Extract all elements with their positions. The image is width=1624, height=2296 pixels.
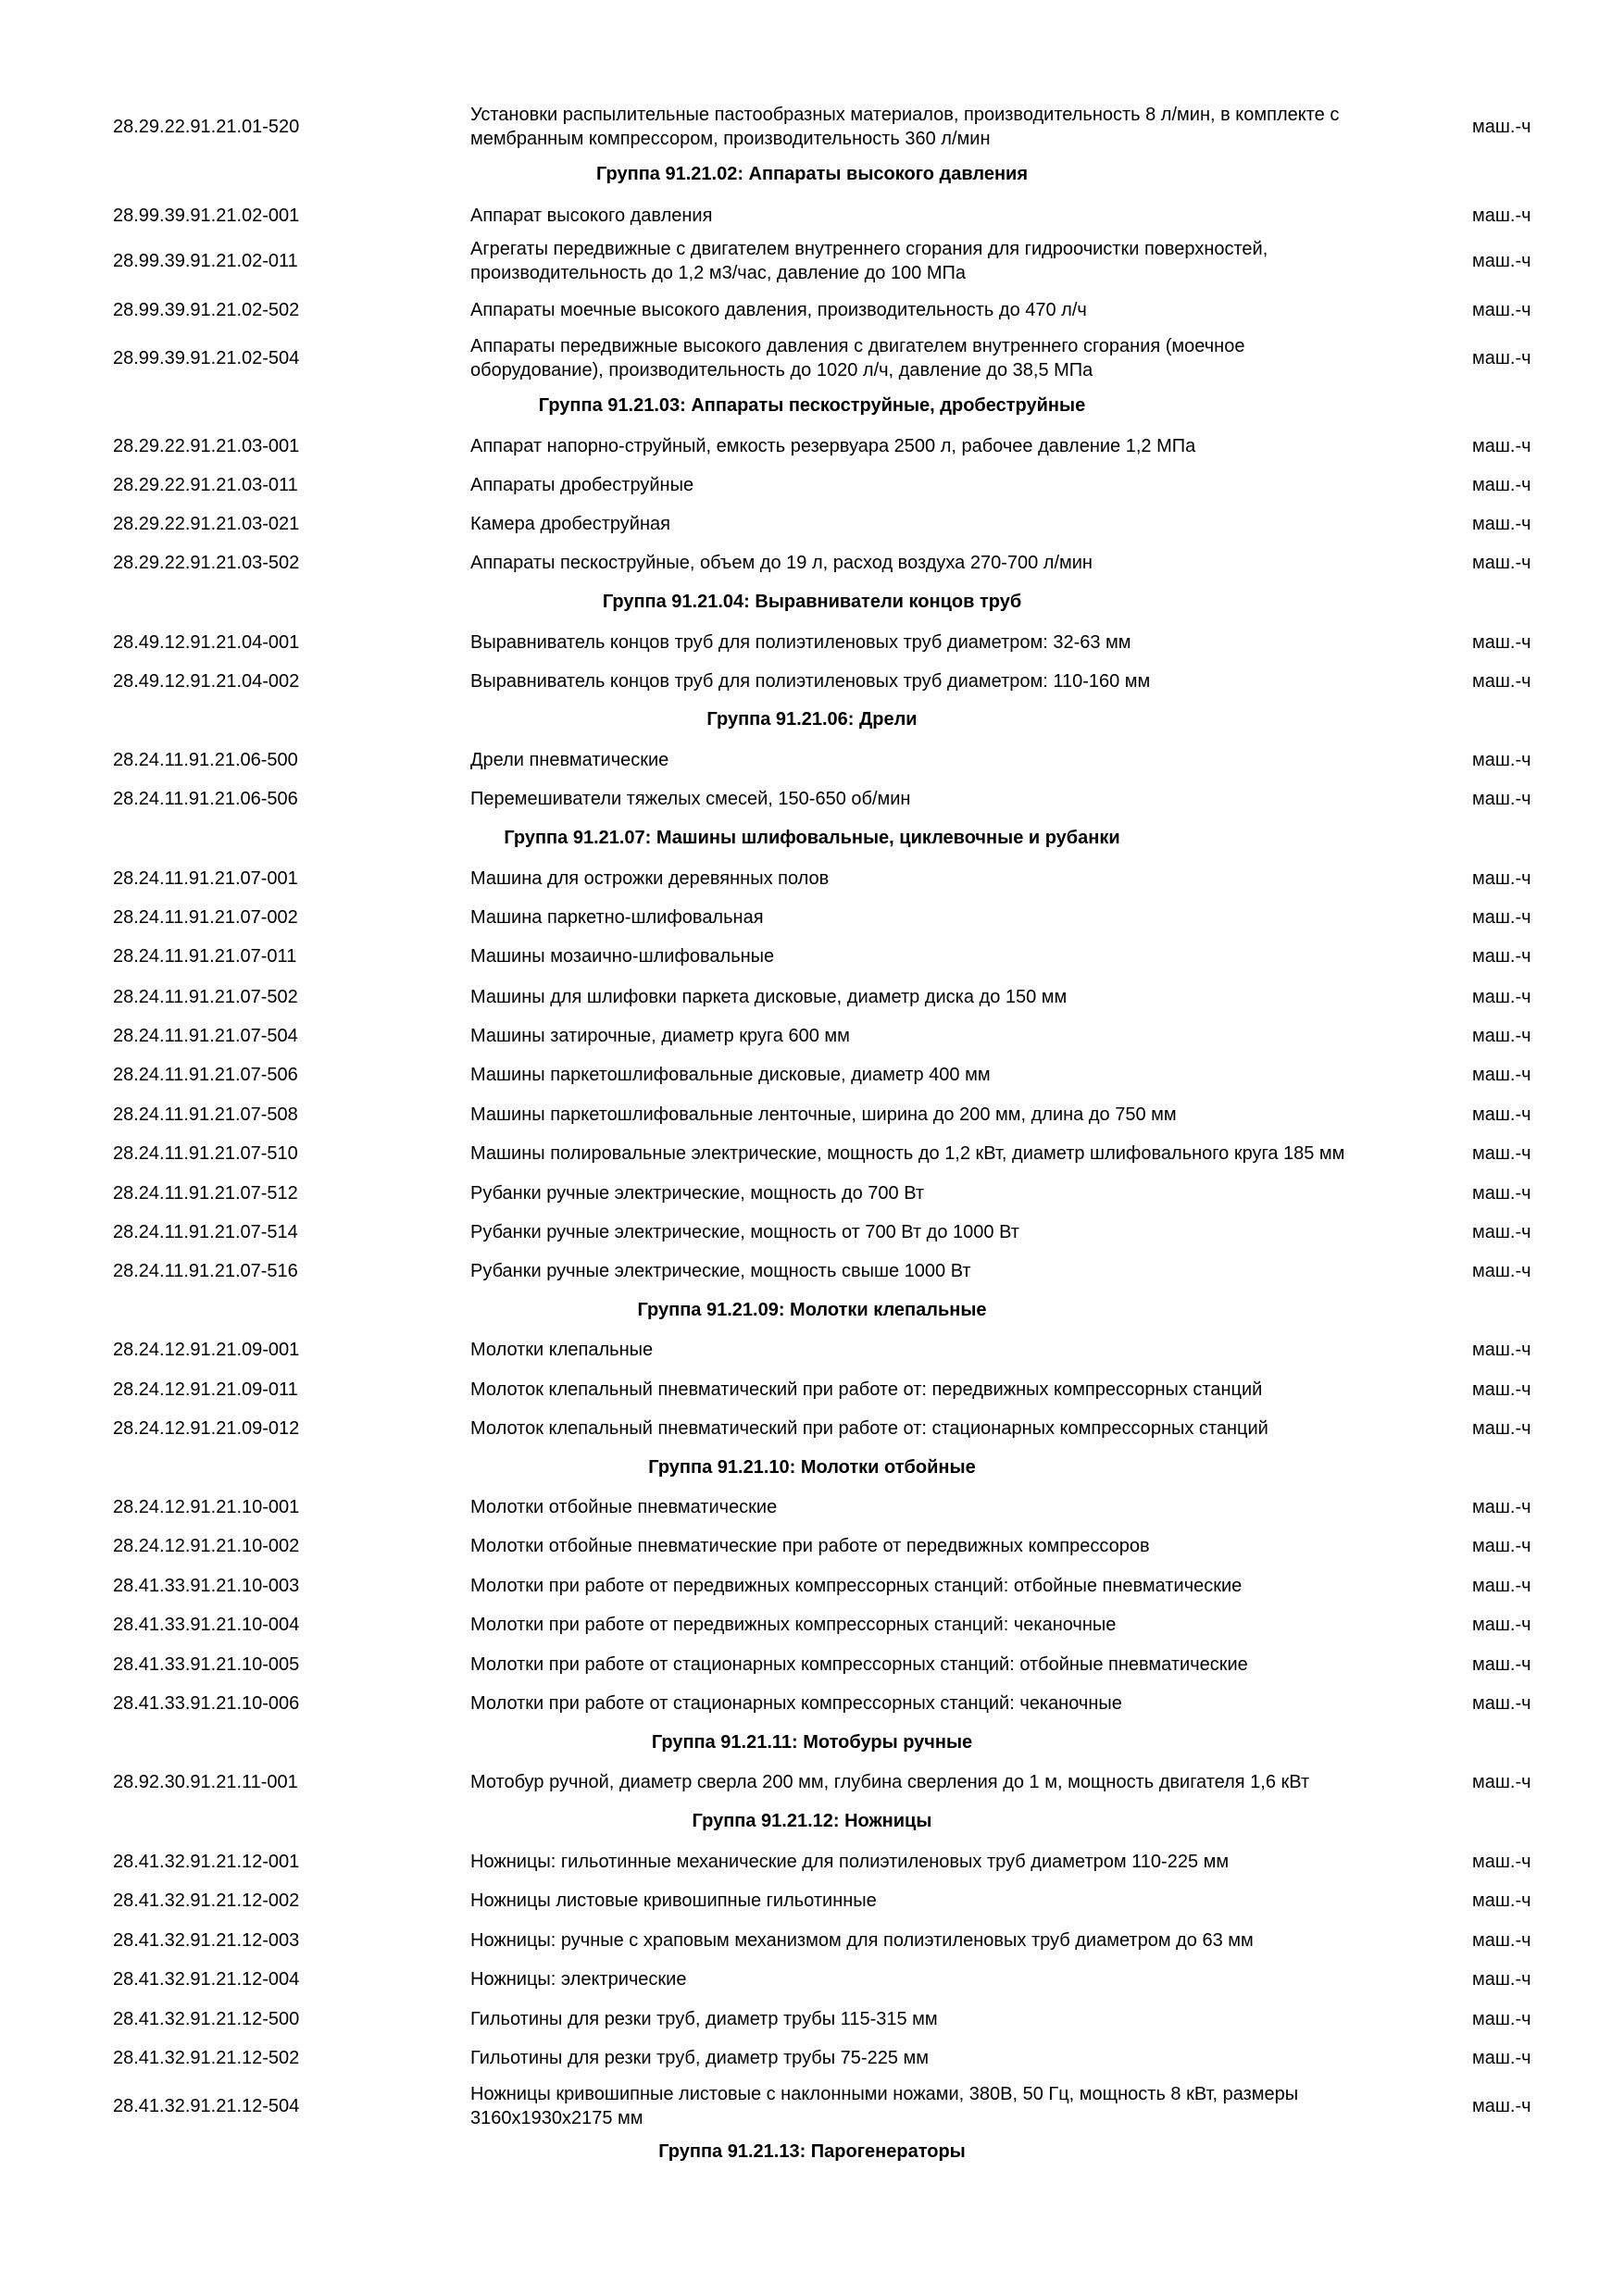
resource-name (470, 1259, 1433, 1284)
resource-name (470, 1416, 1433, 1441)
unit-of-measure: маш.-ч (1472, 2047, 1531, 2068)
unit-of-measure: маш.-ч (1472, 749, 1531, 770)
table-row (0, 1181, 1624, 1206)
unit-of-measure: маш.-ч (1472, 513, 1531, 534)
resource-name (470, 1142, 1433, 1167)
table-row (0, 1967, 1624, 1992)
resource-name-line: производительность до 1,2 м3/час, давление до 100 МПа (470, 263, 967, 283)
unit-of-measure: маш.-ч (1472, 205, 1531, 226)
resource-name-line: Аппараты дробеструйные (470, 474, 694, 495)
group-heading: Группа 91.21.03: Аппараты пескоструйные, дробеструйные (538, 395, 1086, 416)
resource-name (470, 1024, 1433, 1049)
table-row (0, 1928, 1624, 1953)
resource-name (470, 1889, 1433, 1914)
resource-code: 28.41.32.91.21.12-504 (113, 2095, 300, 2116)
unit-of-measure: маш.-ч (1472, 1221, 1531, 1242)
resource-name (470, 1967, 1433, 1992)
resource-name-line: Молотки при работе от передвижных компрессорных станций: отбойные пневматические (470, 1575, 1243, 1596)
unit-of-measure: маш.-ч (1472, 250, 1531, 271)
resource-code: 28.24.11.91.21.07-001 (113, 867, 298, 889)
resource-code: 28.41.33.91.21.10-004 (113, 1614, 300, 1635)
resource-name-line: Гильотины для резки труб, диаметр трубы 115-315 мм (470, 2008, 938, 2029)
resource-name-line: Дрели пневматические (470, 749, 669, 770)
resource-name-line: Машина для острожки деревянных полов (470, 867, 830, 889)
resource-name (470, 1691, 1433, 1716)
table-row (0, 1495, 1624, 1520)
resource-name (470, 2007, 1433, 2032)
unit-of-measure: маш.-ч (1472, 1890, 1531, 1911)
resource-name (470, 237, 1433, 285)
resource-name-line: Агрегаты передвижные с двигателем внутреннего сгорания для гидроочистки поверхностей, (470, 239, 1268, 259)
table-row (0, 2046, 1624, 2071)
resource-code: 28.24.11.91.21.06-500 (113, 749, 298, 770)
group-heading: Группа 91.21.02: Аппараты высокого давления (595, 164, 1029, 184)
unit-of-measure: маш.-ч (1472, 670, 1531, 692)
resource-code: 28.24.12.91.21.09-011 (113, 1379, 298, 1400)
resource-code: 28.29.22.91.21.03-011 (113, 474, 298, 495)
resource-name (470, 1574, 1433, 1599)
table-row (0, 1416, 1624, 1441)
resource-name-line: Камера дробеструйная (470, 513, 670, 534)
unit-of-measure: маш.-ч (1472, 1535, 1531, 1556)
resource-name-line: Молотки отбойные пневматические (470, 1496, 778, 1517)
table-row (0, 1691, 1624, 1716)
resource-name-line: Молотки при работе от стационарных компрессорных станций: отбойные пневматические (470, 1653, 1248, 1675)
resource-code: 28.24.12.91.21.09-001 (113, 1339, 300, 1360)
resource-code: 28.24.11.91.21.07-011 (113, 945, 297, 967)
resource-name (470, 334, 1433, 382)
resource-name (470, 1063, 1433, 1088)
unit-of-measure: маш.-ч (1472, 1968, 1531, 1990)
unit-of-measure: маш.-ч (1472, 1417, 1531, 1439)
resource-name-line: Машины полировальные электрические, мощность до 1,2 кВт, диаметр шлифовального круга 185 мм (470, 1142, 1345, 1164)
table-row (0, 1338, 1624, 1363)
resource-code: 28.92.30.91.21.11-001 (113, 1771, 298, 1792)
resource-name-line: Мотобур ручной, диаметр сверла 200 мм, глубина сверления до 1 м, мощность двигателя 1,6 кВт (470, 1771, 1310, 1792)
unit-of-measure: маш.-ч (1472, 435, 1531, 456)
resource-code: 28.24.11.91.21.07-510 (113, 1142, 298, 1164)
resource-name (470, 2046, 1433, 2071)
resource-code: 28.29.22.91.21.03-021 (113, 513, 300, 534)
resource-name-line: Аппарат напорно-струйный, емкость резервуара 2500 л, рабочее давление 1,2 МПа (470, 435, 1196, 456)
resource-name (470, 1534, 1433, 1559)
unit-of-measure: маш.-ч (1472, 788, 1531, 809)
group-heading: Группа 91.21.12: Ножницы (692, 1811, 932, 1831)
resource-name-line: Аппараты моечные высокого давления, производительность до 470 л/ч (470, 299, 1087, 320)
resource-name-line: мембранным компрессором, производительность 360 л/мин (470, 129, 991, 149)
resource-name-line: Машины затирочные, диаметр круга 600 мм (470, 1025, 850, 1046)
resource-name-line: Машины для шлифовки паркета дисковые, диаметр диска до 150 мм (470, 986, 1068, 1007)
resource-name (470, 867, 1433, 892)
table-row (0, 867, 1624, 892)
unit-of-measure: маш.-ч (1472, 347, 1531, 368)
table-row (0, 669, 1624, 694)
table-row (0, 2082, 1624, 2130)
resource-code: 28.99.39.91.21.02-011 (113, 250, 298, 271)
resource-code: 28.41.32.91.21.12-002 (113, 1890, 300, 1911)
group-heading: Группа 91.21.11: Мотобуры ручные (651, 1732, 973, 1753)
group-heading: Группа 91.21.09: Молотки клепальные (637, 1300, 987, 1320)
unit-of-measure: маш.-ч (1472, 867, 1531, 889)
table-row (0, 905, 1624, 930)
unit-of-measure: маш.-ч (1472, 1339, 1531, 1360)
unit-of-measure: маш.-ч (1472, 1104, 1531, 1125)
resource-name-line: Выравниватель концов труб для полиэтиленовых труб диаметром: 110-160 мм (470, 670, 1151, 692)
resource-name (470, 298, 1433, 323)
resource-name (470, 1103, 1433, 1128)
unit-of-measure: маш.-ч (1472, 474, 1531, 495)
unit-of-measure: маш.-ч (1472, 2008, 1531, 2029)
resource-name-line: Ножницы: электрические (470, 1968, 687, 1990)
resource-name (470, 512, 1433, 537)
resource-name-line: Выравниватель концов труб для полиэтиленовых труб диаметром: 32-63 мм (470, 631, 1131, 653)
resource-name (470, 748, 1433, 773)
resource-code: 28.24.11.91.21.07-508 (113, 1104, 298, 1125)
unit-of-measure: маш.-ч (1472, 1771, 1531, 1792)
group-heading: Группа 91.21.04: Выравниватели концов труб (602, 592, 1022, 612)
resource-name (470, 1613, 1433, 1638)
table-row (0, 1889, 1624, 1914)
resource-name-line: Машины паркетошлифовальные дисковые, диаметр 400 мм (470, 1064, 991, 1085)
resource-name (470, 473, 1433, 498)
resource-code: 28.29.22.91.21.03-001 (113, 435, 300, 456)
resource-name (470, 1181, 1433, 1206)
resource-code: 28.99.39.91.21.02-001 (113, 205, 300, 226)
table-row (0, 434, 1624, 459)
resource-name (470, 985, 1433, 1010)
resource-name (470, 669, 1433, 694)
resource-name-line: Ножницы: гильотинные механические для полиэтиленовых труб диаметром 110-225 мм (470, 1851, 1230, 1872)
group-heading: Группа 91.21.07: Машины шлифовальные, циклевочные и рубанки (504, 828, 1120, 848)
resource-name-line: Молоток клепальный пневматический при работе от: стационарных компрессорных станций (470, 1417, 1268, 1439)
table-row (0, 1770, 1624, 1795)
resource-name-line: Аппараты пескоструйные, объем до 19 л, расход воздуха 270-700 л/мин (470, 552, 1093, 573)
resource-code: 28.41.32.91.21.12-502 (113, 2047, 300, 2068)
resource-code: 28.24.11.91.21.07-514 (113, 1221, 298, 1242)
resource-name-line: Установки распылительные пастообразных материалов, производительность 8 л/мин, в комплекте с (470, 105, 1340, 125)
table-row (0, 1613, 1624, 1638)
resource-name (470, 1770, 1433, 1795)
resource-name-line: Молотки при работе от передвижных компрессорных станций: чеканочные (470, 1614, 1117, 1635)
table-row (0, 551, 1624, 576)
table-row (0, 1142, 1624, 1167)
unit-of-measure: маш.-ч (1472, 1692, 1531, 1714)
resource-name (470, 1378, 1433, 1403)
resource-name-line: Молотки клепальные (470, 1339, 654, 1360)
resource-code: 28.24.11.91.21.07-506 (113, 1064, 298, 1085)
resource-code: 28.49.12.91.21.04-001 (113, 631, 300, 653)
table-row (0, 334, 1624, 382)
table-row (0, 298, 1624, 323)
resource-name-line: Рубанки ручные электрические, мощность от 700 Вт до 1000 Вт (470, 1221, 1019, 1242)
table-row (0, 473, 1624, 498)
unit-of-measure: маш.-ч (1472, 1653, 1531, 1675)
unit-of-measure: маш.-ч (1472, 1182, 1531, 1204)
resource-name-line: Машина паркетно-шлифовальная (470, 906, 764, 928)
resource-name-line: 3160х1930х2175 мм (470, 2108, 643, 2128)
table-row (0, 512, 1624, 537)
table-row (0, 748, 1624, 773)
unit-of-measure: маш.-ч (1472, 1260, 1531, 1281)
unit-of-measure: маш.-ч (1472, 631, 1531, 653)
resource-name-line: Рубанки ручные электрические, мощность свыше 1000 Вт (470, 1260, 971, 1281)
unit-of-measure: маш.-ч (1472, 1575, 1531, 1596)
resource-name (470, 1850, 1433, 1875)
table-row (0, 787, 1624, 812)
unit-of-measure: маш.-ч (1472, 1142, 1531, 1164)
unit-of-measure: маш.-ч (1472, 1929, 1531, 1951)
resource-name (470, 1220, 1433, 1245)
table-row (0, 1063, 1624, 1088)
unit-of-measure: маш.-ч (1472, 906, 1531, 928)
table-row (0, 1103, 1624, 1128)
resource-name-line: Ножницы кривошипные листовые с наклонными ножами, 380В, 50 Гц, мощность 8 кВт, размеры (470, 2084, 1299, 2104)
unit-of-measure: маш.-ч (1472, 1851, 1531, 1872)
unit-of-measure: маш.-ч (1472, 1496, 1531, 1517)
resource-name (470, 944, 1433, 969)
table-row (0, 1850, 1624, 1875)
resource-code: 28.41.33.91.21.10-006 (113, 1692, 300, 1714)
resource-name-line: Рубанки ручные электрические, мощность до 700 Вт (470, 1182, 925, 1204)
unit-of-measure: маш.-ч (1472, 1025, 1531, 1046)
resource-code: 28.41.33.91.21.10-003 (113, 1575, 300, 1596)
resource-name (470, 2082, 1433, 2130)
resource-code: 28.41.32.91.21.12-500 (113, 2008, 300, 2029)
table-row (0, 1220, 1624, 1245)
resource-name (470, 1653, 1433, 1678)
resource-code: 28.24.11.91.21.06-506 (113, 788, 298, 809)
table-row (0, 630, 1624, 655)
resource-name-line: Аппараты передвижные высокого давления с двигателем внутреннего сгорания (моечное (470, 336, 1245, 356)
resource-code: 28.41.32.91.21.12-001 (113, 1851, 300, 1872)
resource-name-line: Гильотины для резки труб, диаметр трубы 75-225 мм (470, 2047, 930, 2068)
unit-of-measure: маш.-ч (1472, 299, 1531, 320)
resource-code: 28.24.11.91.21.07-002 (113, 906, 298, 928)
resource-name-line: Аппарат высокого давления (470, 205, 713, 226)
resource-code: 28.49.12.91.21.04-002 (113, 670, 300, 692)
resource-name-line: Ножницы листовые кривошипные гильотинные (470, 1890, 877, 1911)
unit-of-measure: маш.-ч (1472, 1379, 1531, 1400)
unit-of-measure: маш.-ч (1472, 116, 1531, 137)
resource-code: 28.24.12.91.21.10-001 (113, 1496, 300, 1517)
resource-code: 28.24.11.91.21.07-516 (113, 1260, 298, 1281)
resource-code: 28.41.32.91.21.12-003 (113, 1929, 300, 1951)
group-heading: Группа 91.21.13: Парогенераторы (658, 2141, 966, 2162)
unit-of-measure: маш.-ч (1472, 945, 1531, 967)
resource-code: 28.29.22.91.21.03-502 (113, 552, 300, 573)
table-row (0, 1024, 1624, 1049)
resource-code: 28.24.11.91.21.07-502 (113, 986, 298, 1007)
resource-name (470, 434, 1433, 459)
group-heading: Группа 91.21.10: Молотки отбойные (648, 1457, 976, 1478)
resource-name-line: Машины мозаично-шлифовальные (470, 945, 775, 967)
resource-code: 28.24.12.91.21.10-002 (113, 1535, 300, 1556)
unit-of-measure: маш.-ч (1472, 1064, 1531, 1085)
table-row (0, 944, 1624, 969)
resource-code: 28.99.39.91.21.02-504 (113, 347, 300, 368)
resource-name (470, 1928, 1433, 1953)
resource-code: 28.99.39.91.21.02-502 (113, 299, 300, 320)
resource-code: 28.41.32.91.21.12-004 (113, 1968, 300, 1990)
unit-of-measure: маш.-ч (1472, 986, 1531, 1007)
resource-name (470, 630, 1433, 655)
table-row (0, 237, 1624, 285)
resource-name (470, 787, 1433, 812)
resource-code: 28.29.22.91.21.01-520 (113, 116, 300, 137)
unit-of-measure: маш.-ч (1472, 1614, 1531, 1635)
resource-name-line: Молотки отбойные пневматические при работе от передвижных компрессоров (470, 1535, 1150, 1556)
resource-code: 28.41.33.91.21.10-005 (113, 1653, 300, 1675)
resource-name (470, 551, 1433, 576)
resource-name-line: Молоток клепальный пневматический при работе от: передвижных компрессорных станций (470, 1379, 1263, 1400)
table-row (0, 204, 1624, 229)
unit-of-measure: маш.-ч (1472, 552, 1531, 573)
resource-name-line: Молотки при работе от стационарных компрессорных станций: чеканочные (470, 1692, 1122, 1714)
resource-name-line: Перемешиватели тяжелых смесей, 150-650 об/мин (470, 788, 911, 809)
table-row (0, 1534, 1624, 1559)
resource-name-line: оборудование), производительность до 1020 л/ч, давление до 38,5 МПа (470, 360, 1093, 381)
resource-name (470, 905, 1433, 930)
table-row (0, 1259, 1624, 1284)
resource-code: 28.24.12.91.21.09-012 (113, 1417, 300, 1439)
resource-name (470, 1495, 1433, 1520)
resource-name (470, 204, 1433, 229)
unit-of-measure: маш.-ч (1472, 2095, 1531, 2116)
table-row (0, 1378, 1624, 1403)
table-row (0, 2007, 1624, 2032)
table-row (0, 1574, 1624, 1599)
resource-name (470, 1338, 1433, 1363)
resource-name-line: Машины паркетошлифовальные ленточные, ширина до 200 мм, длина до 750 мм (470, 1104, 1177, 1125)
resource-code: 28.24.11.91.21.07-512 (113, 1182, 298, 1204)
table-row (0, 1653, 1624, 1678)
resource-name (470, 103, 1433, 151)
table-row (0, 985, 1624, 1010)
table-row (0, 103, 1624, 151)
resource-name-line: Ножницы: ручные с храповым механизмом для полиэтиленовых труб диаметром до 63 мм (470, 1929, 1254, 1951)
group-heading: Группа 91.21.06: Дрели (706, 709, 918, 730)
resource-code: 28.24.11.91.21.07-504 (113, 1025, 298, 1046)
